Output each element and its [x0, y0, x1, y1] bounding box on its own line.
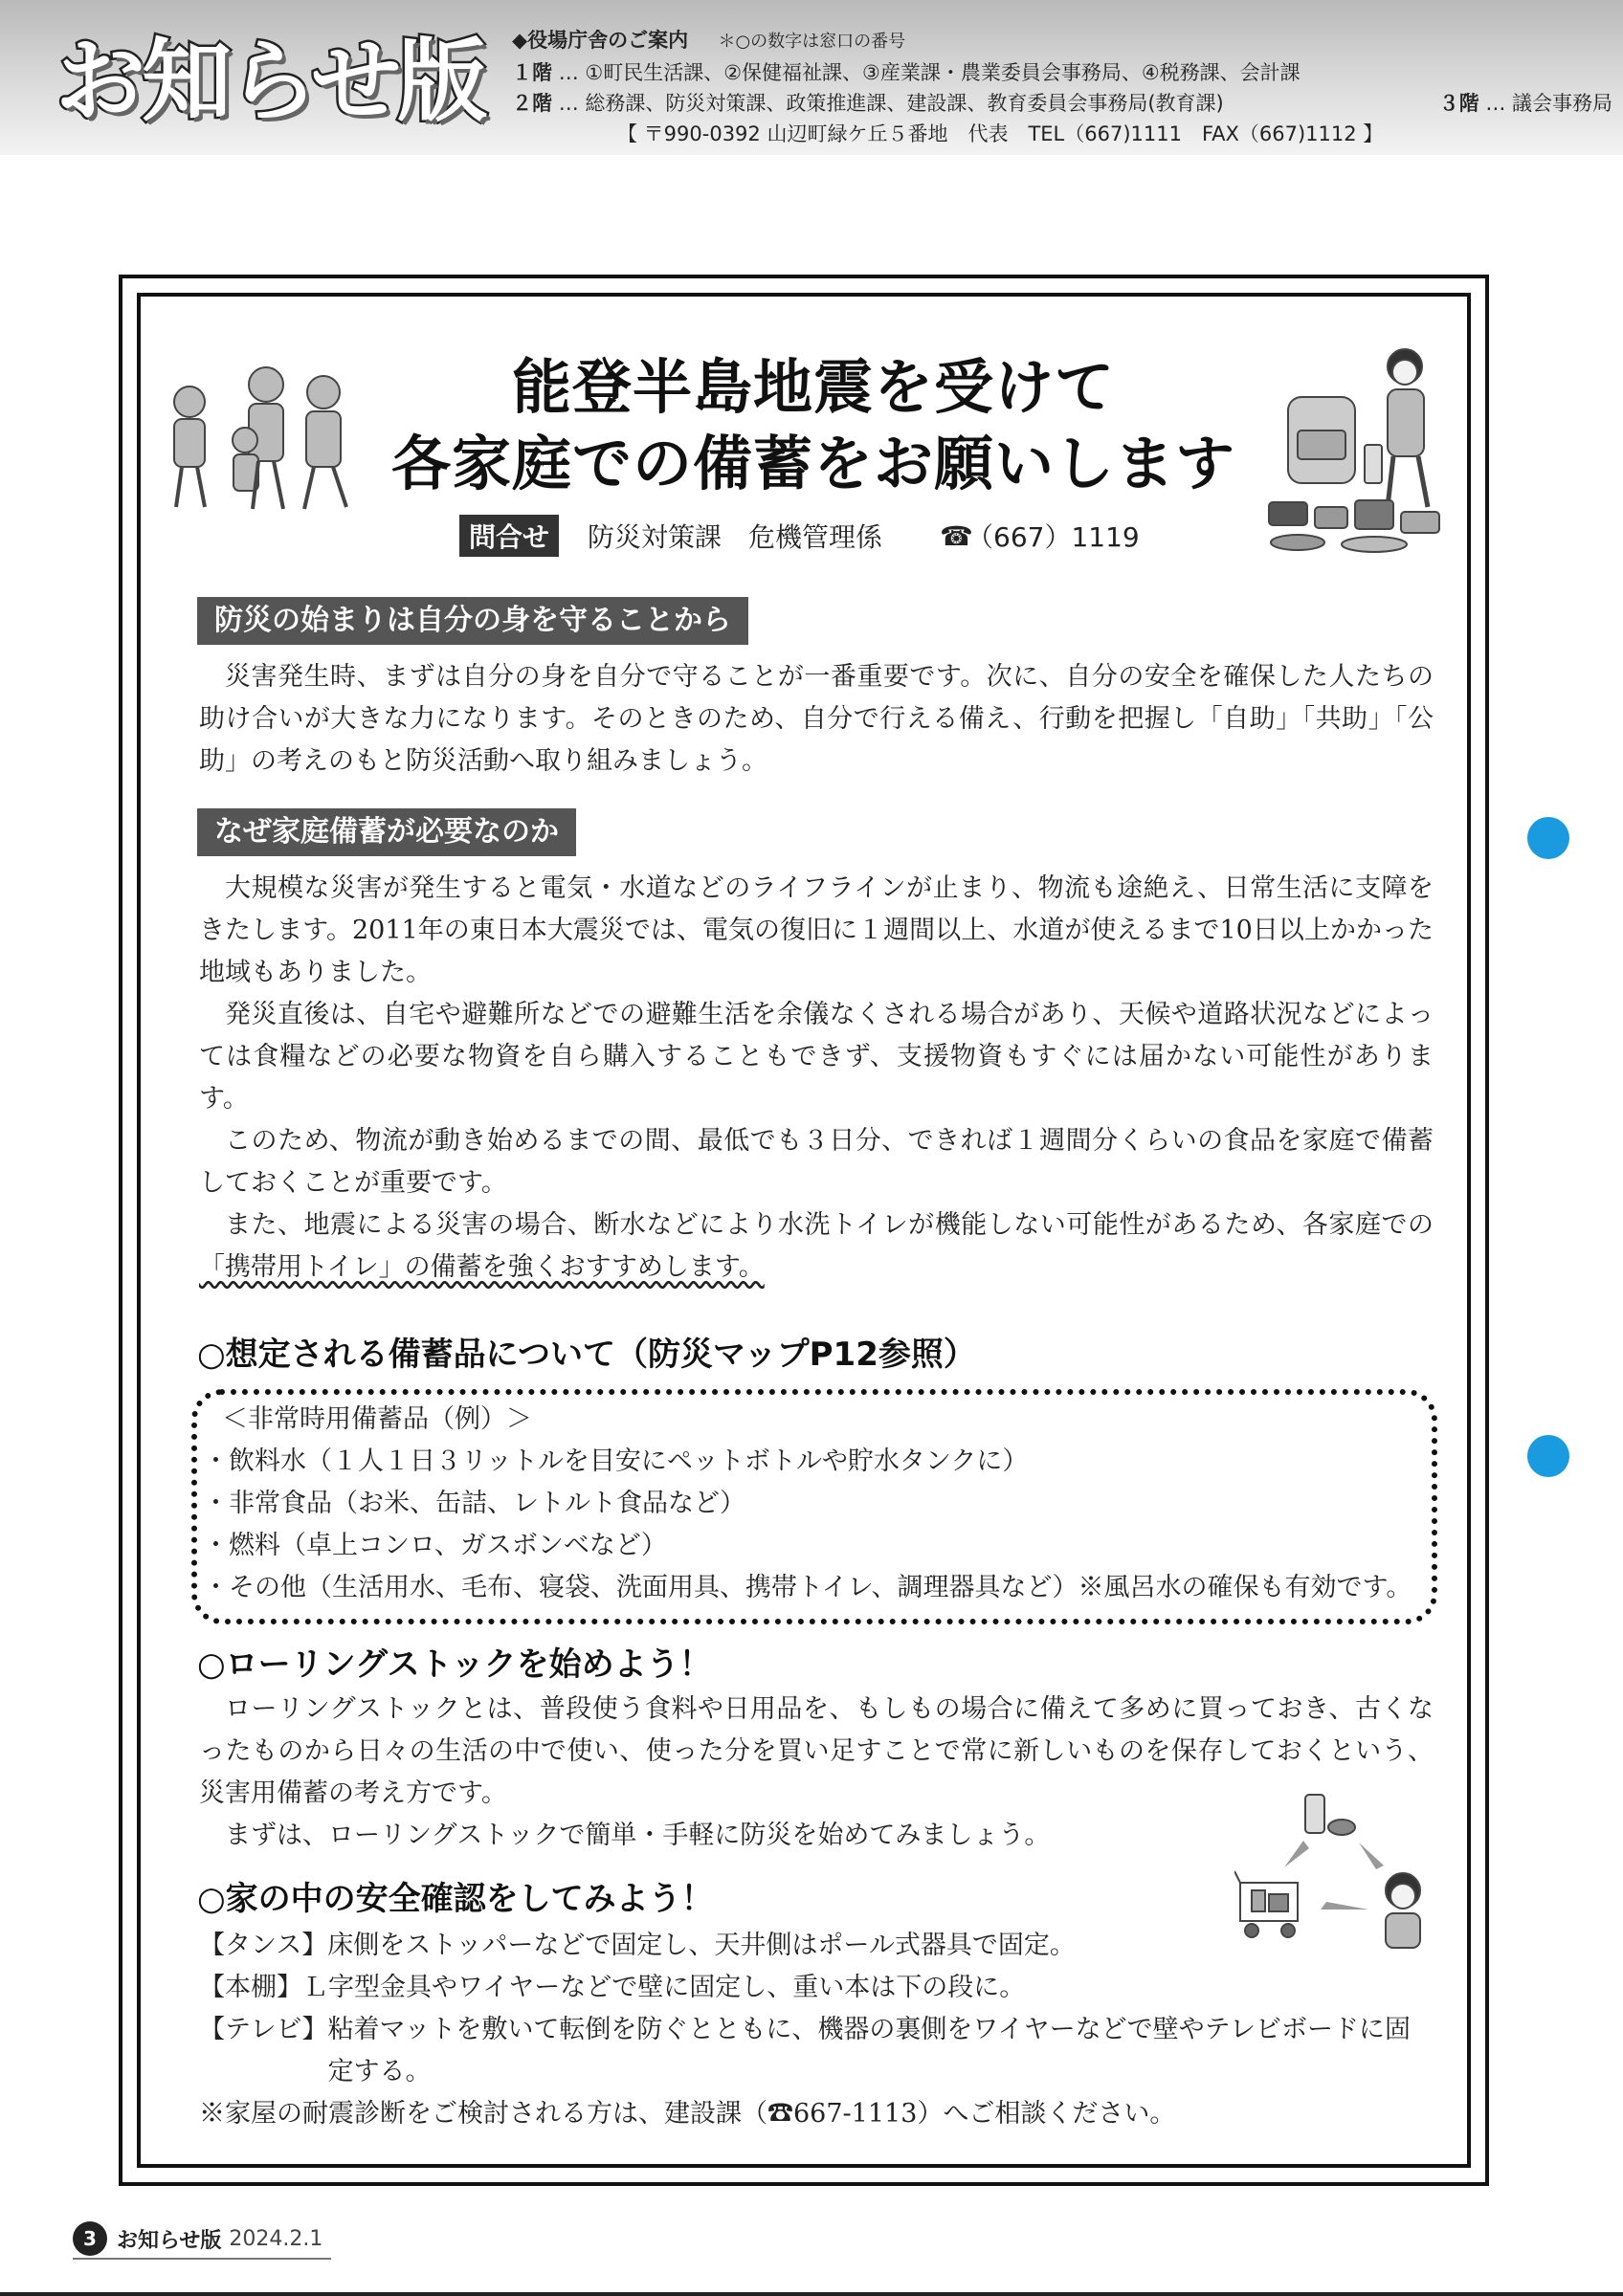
paragraph-text: また、地震による災害の場合、断水などにより水洗トイレが機能しない可能性があるため、各家庭での — [225, 1210, 1434, 1240]
page-footer — [73, 2221, 322, 2256]
safety-note: ※家屋の耐震診断をご検討される方は、建設課（☎667-1113）へご相談ください。 — [199, 2099, 1176, 2129]
stock-items-subtitle: ＜非常時用備蓄品（例）＞ — [222, 1404, 532, 1434]
contact-badge: 問合せ — [459, 515, 559, 557]
floor1-text: … ①町民生活課、②保健福祉課、③産業課・農業委員会事務局、④税務課、会計課 — [558, 61, 1301, 84]
office-guide-title-row — [512, 25, 1612, 57]
paragraph: ローリングストックとは、普段使う食料や日用品を、もしもの場合に備えて多めに買っておき、古くなったものから日々の生活の中で使い、使った分を買い足すことで常に新しいものを保存しておくという、災害用備蓄の考え方です。 — [199, 1694, 1434, 1808]
floor1-label: １階 — [512, 61, 552, 84]
floor2-label: ２階 — [512, 92, 552, 115]
paragraph: 大規模な災害が発生すると電気・水道などのライフラインが止まり、物流も途絶え、日常生活に支障をきたします。2011年の東日本大震災では、電気の復旧に１週間以上、水道が使えるまで10日以上かかった地域もありました。 — [199, 873, 1434, 987]
list-item: ・燃料（卓上コンロ、ガスボンベなど） — [203, 1531, 667, 1560]
binding-hole-marker — [1527, 1435, 1569, 1477]
floor2-text: … 総務課、防災対策課、政策推進課、建設課、教育委員会事務局(教育課) — [558, 92, 1224, 115]
publication-logo: お知らせ版 — [56, 30, 484, 134]
list-item: ・飲料水（１人１日３リットルを目安にペットボトルや貯水タンクに） — [203, 1446, 1029, 1476]
office-address: 【 〒990-0392 山辺町緑ケ丘５番地 代表 TEL（667)1111 FAX（667)1112 】 — [617, 122, 1384, 145]
article-title-line2: 各家庭での備蓄をお願いします — [390, 429, 1235, 498]
safety-item-tag: 【テレビ】 — [199, 2015, 328, 2044]
floor2-row — [512, 88, 1612, 119]
page-number: 3 — [73, 2221, 107, 2256]
paragraph: このため、物流が動き始めるまでの間、最低でも３日分、できれば１週間分くらいの食品を家庭で備蓄しておくことが重要です。 — [199, 1126, 1434, 1198]
list-item: ・その他（生活用水、毛布、寝袋、洗面用具、携帯トイレ、調理器具など）※風呂水の確保も有効です。 — [203, 1573, 1412, 1602]
family-evacuating-illustration — [161, 364, 371, 517]
floor3-label: ３階 — [1438, 92, 1479, 115]
article-title-line1: 能登半島地震を受けて — [511, 352, 1115, 422]
safety-item-tag: 【本棚】 — [199, 1973, 302, 2002]
safety-item-desc: 粘着マットを敷いて転倒を防ぐとともに、機器の裏側をワイヤーなどで壁やテレビボードに固定する。 — [327, 2015, 1412, 2086]
footer-divider — [73, 2258, 331, 2260]
paragraph: まずは、ローリングストックで簡単・手軽に防災を始めてみましょう。 — [225, 1821, 1051, 1850]
office-guide-note: ＊○の数字は窓口の番号 — [718, 32, 906, 52]
office-guide-title: ◆役場庁舎のご案内 — [512, 29, 689, 52]
portable-toilet-emphasis: 「携帯用トイレ」の備蓄を強くおすすめします。 — [199, 1252, 765, 1282]
floor1-row — [512, 57, 1612, 88]
phone-icon: ☎ — [940, 519, 973, 552]
section-header-self-protection: 防災の始まりは自分の身を守ることから — [197, 597, 748, 645]
safety-item-desc: 床側をストッパーなどで固定し、天井側はポール式器具で固定。 — [327, 1931, 1076, 1960]
section-self-protection-text — [199, 656, 1434, 783]
safety-item-desc: Ｌ字型金具やワイヤーなどで壁に固定し、重い本は下の段に。 — [302, 1973, 1026, 2002]
stock-items-list — [203, 1399, 1447, 1609]
contact-department: 防災対策課 危機管理係 — [588, 521, 883, 553]
section-why-stockpile-text — [199, 868, 1434, 1289]
rolling-stock-heading: ○ローリングストックを始めよう！ — [197, 1645, 712, 1684]
rolling-stock-text — [199, 1689, 1434, 1857]
footer-date: 2024.2.1 — [229, 2226, 323, 2251]
floor3-text: … 議会事務局 — [1485, 92, 1612, 115]
home-safety-list — [199, 1925, 1434, 2135]
list-item — [199, 1925, 1434, 1967]
section-header-why-stockpile: なぜ家庭備蓄が必要なのか — [197, 808, 576, 856]
list-item: ・非常食品（お米、缶詰、レトルト食品など） — [203, 1489, 745, 1518]
paragraph: 発災直後は、自宅や避難所などでの避難生活を余儀なくされる場合があり、天候や道路状況などによっては食糧などの必要な物資を自ら購入することもできず、支援物資もすぐには届かない可能性があります。 — [199, 1000, 1434, 1114]
page-header — [0, 0, 1623, 155]
stock-items-heading: ○想定される備蓄品について（防災マップP12参照） — [197, 1336, 976, 1374]
home-safety-heading: ○家の中の安全確認をしてみよう！ — [197, 1880, 714, 1918]
paragraph — [199, 1204, 1434, 1289]
paragraph: 災害発生時、まずは自分の身を自分で守ることが一番重要です。次に、自分の安全を確保した人たちの助け合いが大きな力になります。そのときのため、自分で行える備え、行動を把握し「自助」「共助」「公助」の考えのもと防災活動へ取り組みましょう。 — [199, 662, 1434, 776]
list-item — [199, 1967, 1434, 2009]
contact-phone: （667）1119 — [967, 521, 1140, 553]
emergency-supplies-illustration — [1259, 340, 1451, 560]
contact-info — [459, 515, 1187, 557]
page-bottom-rule — [0, 2292, 1623, 2296]
safety-item-tag: 【タンス】 — [199, 1931, 328, 1960]
binding-hole-marker — [1527, 817, 1569, 859]
article-title — [345, 349, 1282, 502]
list-item — [199, 2009, 1434, 2093]
office-guide — [512, 25, 1612, 149]
footer-publication: お知らせ版 — [117, 2228, 222, 2253]
